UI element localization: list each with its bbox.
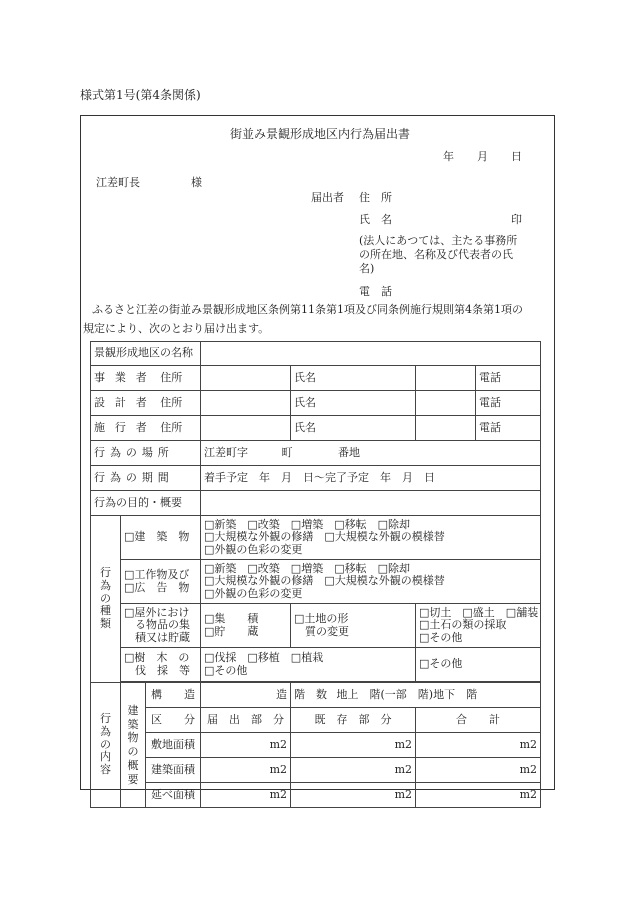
applicant-note-3: 名) (359, 262, 375, 275)
building-area-submitted[interactable]: m2 (201, 758, 291, 783)
floor-area-submitted[interactable]: m2 (201, 783, 291, 808)
designer-address-label: 住所 (160, 395, 183, 409)
content-label: 行 為 の 内 容 (91, 683, 121, 808)
district-name-label: 景観形成地区の名称 (91, 342, 201, 366)
kinds-label: 行 為 の 種 類 (91, 516, 121, 683)
structure-options[interactable]: □新築 □改築 □増築 □移転 □除却 □大規模な外観の修繕 □大規模な外観の模様替 □外観の色彩の変更 (201, 560, 541, 604)
applicant-name-label: 氏 名 (359, 213, 392, 226)
notification-table (90, 341, 541, 808)
body-text-line-2: 規定により、次のとおり届け出ます。 (83, 322, 270, 335)
date-day: 日 (511, 150, 522, 163)
site-area-submitted[interactable]: m2 (201, 733, 291, 758)
floors-value: 地上 階(一部 階)地下 階 (336, 687, 478, 701)
tree-kind-label[interactable]: □樹 木 の 伐 採 等 (121, 648, 201, 682)
tree-other-option[interactable]: □その他 (416, 648, 541, 682)
location-value[interactable] (201, 441, 541, 466)
designer-address-value[interactable] (201, 391, 291, 416)
contractor-phone-label: 電話 (479, 420, 502, 434)
building-area-total[interactable]: m2 (416, 758, 541, 783)
addressee-name: 江差町長 (96, 176, 140, 189)
purpose-value[interactable] (201, 491, 541, 516)
contractor-name-label: 氏名 (294, 420, 317, 434)
location-label: 行為の場所 (91, 441, 201, 466)
form-title: 街並み景観形成地区内行為届出書 (230, 127, 411, 141)
applicant-note-2: の所在地、名称及び代表者の氏 (359, 248, 513, 261)
building-options[interactable]: □新築 □改築 □増築 □移転 □除却 □大規模な外観の修繕 □大規模な外観の模様替 □外観の色彩の変更 (201, 516, 541, 560)
section-total: 合 計 (416, 708, 541, 733)
structure-kind-label[interactable]: □工作物及び □広 告 物 (121, 560, 201, 604)
location-banchi: 番地 (338, 445, 361, 459)
applicant-seal: 印 (511, 213, 522, 226)
storage-kind-label[interactable]: □屋外におけ る物品の集 積又は貯蔵 (121, 604, 201, 648)
date-year: 年 (443, 150, 454, 163)
contractor-row (91, 416, 201, 441)
business-operator-name-label: 氏名 (294, 370, 317, 384)
business-operator-row (91, 366, 201, 391)
designer-name-value[interactable] (416, 391, 476, 416)
business-operator-address-value[interactable] (201, 366, 291, 391)
form-number: 様式第1号(第4条関係) (80, 88, 201, 102)
building-area-label: 建築面積 (146, 758, 201, 783)
period-value[interactable]: 着手予定 年 月 日〜完了予定 年 月 日 (201, 466, 541, 491)
storage-col3[interactable]: □切土 □盛土 □舗装 □土石の類の採取 □その他 (416, 604, 541, 648)
contractor-address-label: 住所 (160, 420, 183, 434)
structure-zo[interactable]: 造 (201, 683, 291, 708)
date-month: 月 (477, 150, 488, 163)
site-area-label: 敷地面積 (146, 733, 201, 758)
section-submitted: 届 出 部 分 (201, 708, 291, 733)
building-kind-label[interactable]: □建 築 物 (121, 516, 201, 560)
contractor-address-value[interactable] (201, 416, 291, 441)
period-label: 行為の期間 (91, 466, 201, 491)
applicant-note-1: (法人にあつては、主たる事務所 (359, 234, 518, 247)
floor-area-label: 延べ面積 (146, 783, 201, 808)
designer-phone-label: 電話 (479, 395, 502, 409)
floors-cell[interactable] (291, 683, 541, 708)
site-area-existing[interactable]: m2 (291, 733, 416, 758)
designer-label: 設計者 (94, 395, 157, 409)
addressee-honorific: 様 (191, 176, 202, 189)
contractor-name-value[interactable] (416, 416, 476, 441)
applicant-phone-label: 電 話 (359, 285, 392, 298)
site-area-total[interactable]: m2 (416, 733, 541, 758)
section-existing: 既 存 部 分 (291, 708, 416, 733)
business-operator-phone-label: 電話 (479, 370, 502, 384)
building-area-existing[interactable]: m2 (291, 758, 416, 783)
floors-label: 階 数 (294, 687, 328, 701)
district-name-value[interactable] (201, 342, 541, 366)
designer-name-label: 氏名 (294, 395, 317, 409)
applicant-label: 届出者 (311, 191, 344, 204)
storage-col2[interactable]: □土地の形 質の変更 (291, 604, 416, 648)
section-label: 区 分 (146, 708, 201, 733)
business-operator-address-label: 住所 (160, 370, 183, 384)
purpose-label: 行為の目的・概要 (91, 491, 201, 516)
storage-col1[interactable]: □集 積 □貯 蔵 (201, 604, 291, 648)
business-operator-label: 事業者 (94, 370, 157, 384)
body-text-line-1: ふるさと江差の街並み景観形成地区条例第11条第1項及び同条例施行規則第4条第1項の (92, 303, 523, 316)
floor-area-total[interactable]: m2 (416, 783, 541, 808)
designer-row (91, 391, 201, 416)
floor-area-existing[interactable]: m2 (291, 783, 416, 808)
building-summary-label: 建 築 物 の 概 要 (121, 683, 146, 808)
tree-options[interactable]: □伐採 □移植 □植栽 □その他 (201, 648, 416, 682)
structure-row-label: 構 造 (146, 683, 201, 708)
location-cho: 町 (281, 445, 293, 459)
location-town: 江差町字 (204, 445, 249, 459)
applicant-address-label: 住 所 (359, 191, 392, 204)
business-operator-name-value[interactable] (416, 366, 476, 391)
contractor-label: 施行者 (94, 420, 157, 434)
